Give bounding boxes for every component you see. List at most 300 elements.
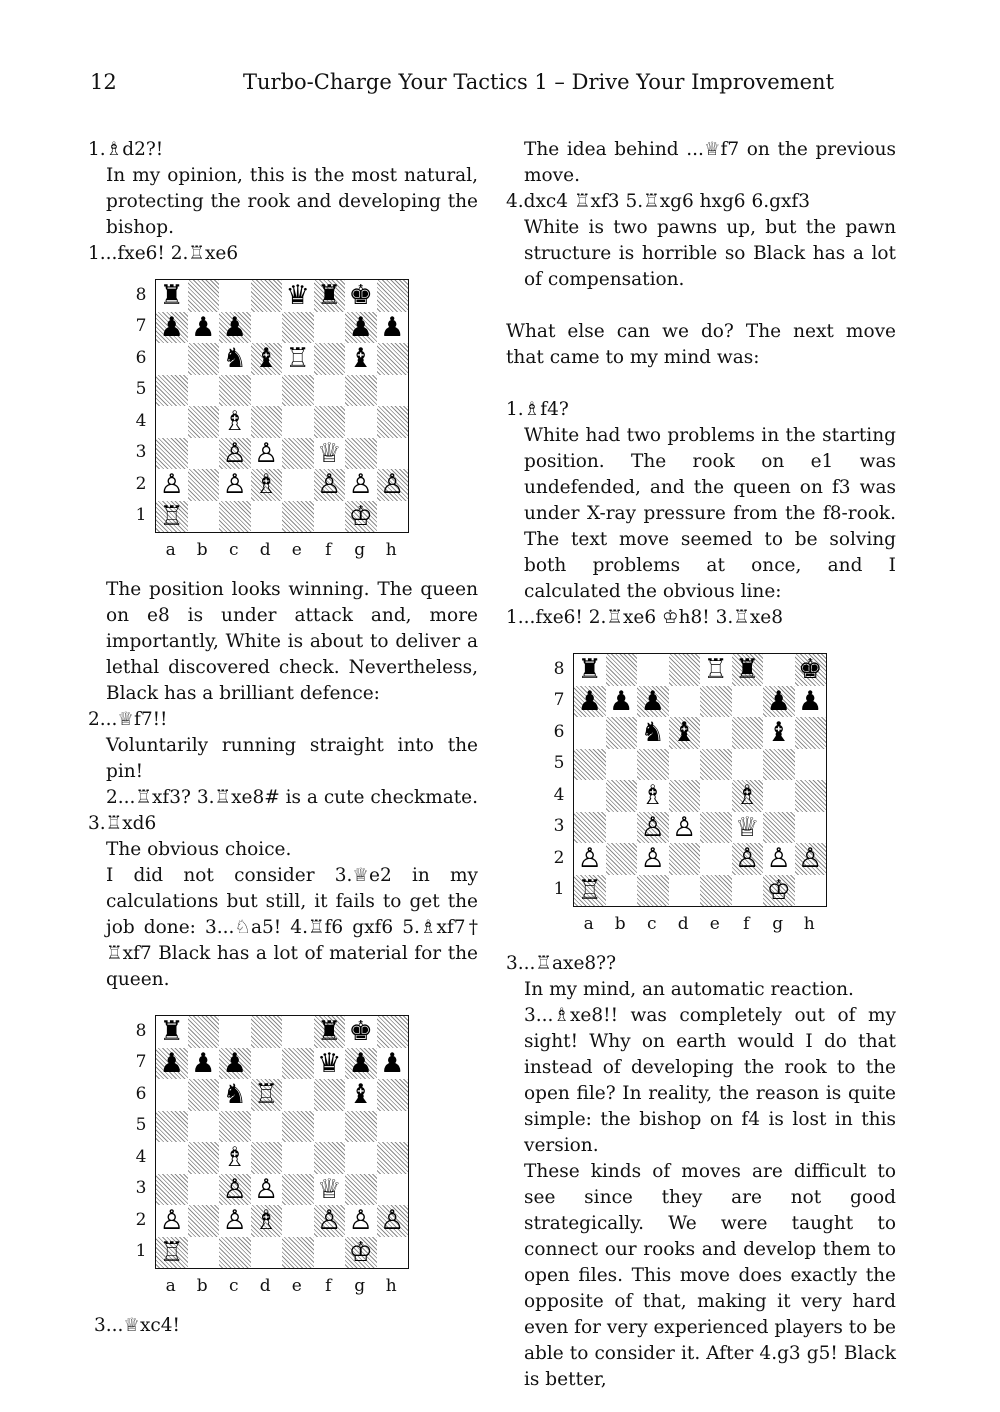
square-g7 <box>345 312 377 344</box>
square-e1 <box>282 1237 314 1269</box>
square-e5 <box>282 375 314 407</box>
chess-piece-icon: ♙ <box>577 843 602 875</box>
square-e8 <box>282 1016 314 1048</box>
square-a7 <box>156 312 188 344</box>
square-b3 <box>606 812 638 844</box>
square-h1 <box>377 1237 409 1269</box>
square-d7 <box>251 1048 283 1080</box>
chess-piece-icon: ♛ <box>317 1047 342 1079</box>
square-f7 <box>314 1048 346 1080</box>
square-g2 <box>345 469 377 501</box>
square-f7 <box>314 312 346 344</box>
square-d2 <box>251 469 283 501</box>
square-e3 <box>282 1174 314 1206</box>
square-h6 <box>795 717 827 749</box>
square-g3 <box>345 438 377 470</box>
square-a8 <box>156 1016 188 1048</box>
square-a5 <box>574 749 606 781</box>
square-c4 <box>219 406 251 438</box>
square-f2 <box>314 469 346 501</box>
chess-piece-icon: ♟ <box>159 1047 184 1079</box>
square-d1 <box>251 501 283 533</box>
file-label: e <box>291 540 302 560</box>
square-h2 <box>795 843 827 875</box>
square-d5 <box>669 749 701 781</box>
square-a5 <box>156 375 188 407</box>
square-c6 <box>219 343 251 375</box>
square-a7 <box>156 1048 188 1080</box>
square-e1 <box>282 501 314 533</box>
file-label: b <box>196 540 208 560</box>
square-b2 <box>606 843 638 875</box>
square-e7 <box>282 1048 314 1080</box>
square-c1 <box>219 1237 251 1269</box>
square-b6 <box>188 1079 220 1111</box>
square-g7 <box>345 1048 377 1080</box>
file-label: f <box>325 540 332 560</box>
square-h5 <box>795 749 827 781</box>
square-a2 <box>156 469 188 501</box>
square-e2 <box>282 1205 314 1237</box>
square-h7 <box>377 1048 409 1080</box>
square-c3 <box>219 438 251 470</box>
chess-piece-icon: ♙ <box>766 843 791 875</box>
chess-piece-icon: ♙ <box>640 811 665 843</box>
square-a8 <box>574 654 606 686</box>
paragraph: 3...♗xe8!! was completely out of my sight! Why on earth would I do that instead of developing the rook to the open file? In reality, the reason is quite simple: the bishop on f4 is lost in this version. <box>524 1005 896 1156</box>
paragraph: The obvious choice. <box>106 839 292 860</box>
move-line: 1...fxe6! 2.♖xe6 <box>88 243 239 264</box>
square-d4 <box>251 1142 283 1174</box>
rank-label: 5 <box>553 753 565 774</box>
paragraph: White is two pawns up, but the pawn structure is horrible so Black has a lot of compensation. <box>524 217 896 290</box>
chess-piece-icon: ♟ <box>191 311 216 343</box>
chess-piece-icon: ♞ <box>222 343 247 375</box>
square-e4 <box>700 780 732 812</box>
square-h5 <box>377 375 409 407</box>
square-e3 <box>700 812 732 844</box>
square-f5 <box>314 375 346 407</box>
square-h3 <box>377 438 409 470</box>
chess-piece-icon: ♜ <box>159 280 184 312</box>
chess-diagram-1 <box>88 279 478 569</box>
chess-diagram-3 <box>88 1015 478 1305</box>
chess-piece-icon: ♔ <box>348 1236 373 1268</box>
chess-piece-icon: ♝ <box>766 717 791 749</box>
chess-piece-icon: ♔ <box>348 500 373 532</box>
square-d1 <box>669 875 701 907</box>
move-line: 4.dxc4 ♖xf3 5.♖xg6 hxg6 6.gxf3 <box>506 191 811 212</box>
chess-piece-icon: ♗ <box>222 406 247 438</box>
rank-label: 6 <box>553 721 565 742</box>
chess-piece-icon: ♙ <box>254 437 279 469</box>
square-h1 <box>377 501 409 533</box>
square-c6 <box>219 1079 251 1111</box>
square-b6 <box>188 343 220 375</box>
square-e8 <box>282 280 314 312</box>
square-f8 <box>732 654 764 686</box>
chess-piece-icon: ♞ <box>640 717 665 749</box>
square-g5 <box>763 749 795 781</box>
rank-label: 4 <box>553 784 565 805</box>
square-f3 <box>314 1174 346 1206</box>
page-number: 12 <box>90 70 117 94</box>
running-head: Turbo-Charge Your Tactics 1 – Drive Your Improvement <box>243 70 835 94</box>
square-g8 <box>763 654 795 686</box>
square-e5 <box>700 749 732 781</box>
square-h2 <box>377 469 409 501</box>
square-g7 <box>763 686 795 718</box>
square-g3 <box>345 1174 377 1206</box>
square-g1 <box>345 1237 377 1269</box>
square-d3 <box>251 438 283 470</box>
rank-label: 3 <box>135 442 147 463</box>
file-label: g <box>354 1276 366 1296</box>
chess-piece-icon: ♟ <box>766 685 791 717</box>
paragraph: In my opinion, this is the most natural, protecting the rook and developing the bishop. <box>106 165 478 238</box>
paragraph: Voluntarily running straight into the pin! <box>106 735 478 782</box>
square-g6 <box>345 343 377 375</box>
chess-diagram-2 <box>506 653 896 943</box>
file-labels <box>155 1273 407 1299</box>
square-d6 <box>669 717 701 749</box>
square-c7 <box>219 312 251 344</box>
square-c1 <box>219 501 251 533</box>
square-d8 <box>251 1016 283 1048</box>
rank-label: 3 <box>135 1178 147 1199</box>
chess-piece-icon: ♚ <box>348 1016 373 1048</box>
chess-piece-icon: ♙ <box>640 843 665 875</box>
square-f4 <box>314 406 346 438</box>
file-label: h <box>385 540 397 560</box>
file-label: a <box>165 540 176 560</box>
chess-piece-icon: ♟ <box>159 311 184 343</box>
chess-piece-icon: ♝ <box>348 1079 373 1111</box>
square-g8 <box>345 280 377 312</box>
square-g2 <box>345 1205 377 1237</box>
square-a3 <box>156 1174 188 1206</box>
square-a4 <box>574 780 606 812</box>
square-b1 <box>606 875 638 907</box>
chess-piece-icon: ♝ <box>254 343 279 375</box>
square-b2 <box>188 469 220 501</box>
square-a3 <box>574 812 606 844</box>
square-f1 <box>314 501 346 533</box>
square-e4 <box>282 1142 314 1174</box>
chess-piece-icon: ♙ <box>348 1205 373 1237</box>
chess-piece-icon: ♜ <box>577 654 602 686</box>
chess-piece-icon: ♕ <box>317 437 342 469</box>
square-c5 <box>219 1111 251 1143</box>
square-h4 <box>795 780 827 812</box>
square-c2 <box>637 843 669 875</box>
file-label: f <box>743 914 750 934</box>
chess-piece-icon: ♜ <box>317 280 342 312</box>
square-c8 <box>219 280 251 312</box>
square-h5 <box>377 1111 409 1143</box>
square-d6 <box>251 1079 283 1111</box>
right-column <box>506 137 896 1393</box>
rank-label: 6 <box>135 1083 147 1104</box>
square-c8 <box>219 1016 251 1048</box>
square-f6 <box>314 1079 346 1111</box>
square-g5 <box>345 375 377 407</box>
chess-board <box>573 653 827 907</box>
square-b3 <box>188 438 220 470</box>
file-label: b <box>196 1276 208 1296</box>
paragraph: 2...♖xf3? 3.♖xe8# is a cute checkmate. <box>106 787 478 808</box>
square-c7 <box>637 686 669 718</box>
square-b3 <box>188 1174 220 1206</box>
square-e2 <box>700 843 732 875</box>
chess-piece-icon: ♙ <box>798 843 823 875</box>
chess-piece-icon: ♖ <box>159 500 184 532</box>
chess-piece-icon: ♙ <box>317 1205 342 1237</box>
rank-labels <box>134 279 148 531</box>
file-label: d <box>259 540 271 560</box>
square-d2 <box>251 1205 283 1237</box>
rank-label: 7 <box>135 1052 147 1073</box>
square-a2 <box>574 843 606 875</box>
chess-piece-icon: ♟ <box>222 1047 247 1079</box>
file-label: a <box>165 1276 176 1296</box>
rank-label: 4 <box>135 410 147 431</box>
square-c4 <box>219 1142 251 1174</box>
square-b8 <box>606 654 638 686</box>
chess-piece-icon: ♗ <box>254 1205 279 1237</box>
square-c4 <box>637 780 669 812</box>
chess-piece-icon: ♖ <box>159 1236 184 1268</box>
chess-piece-icon: ♟ <box>798 685 823 717</box>
square-c5 <box>219 375 251 407</box>
square-d5 <box>251 1111 283 1143</box>
square-h8 <box>377 1016 409 1048</box>
file-label: g <box>772 914 784 934</box>
square-g2 <box>763 843 795 875</box>
paragraph: White had two problems in the starting position. The rook on e1 was undefended, and the queen on f3 was under X-ray pressure from the f8-rook. The text move seemed to be solving both problems at once, and I calculated the obvious line: <box>524 425 896 602</box>
paragraph: The position looks winning. The queen on e8 is under attack and, more importantly, White is about to deliver a lethal discovered check. Nevertheless, Black has a brilliant defence: <box>106 579 478 704</box>
square-d6 <box>251 343 283 375</box>
chess-piece-icon: ♙ <box>317 469 342 501</box>
square-c2 <box>219 469 251 501</box>
square-f2 <box>732 843 764 875</box>
square-e5 <box>282 1111 314 1143</box>
square-h4 <box>377 406 409 438</box>
square-d7 <box>251 312 283 344</box>
square-h1 <box>795 875 827 907</box>
file-label: e <box>291 1276 302 1296</box>
move-line: 3...♖axe8?? <box>506 953 617 974</box>
square-a1 <box>574 875 606 907</box>
chess-piece-icon: ♜ <box>159 1016 184 1048</box>
rank-label: 2 <box>135 1209 147 1230</box>
chess-piece-icon: ♔ <box>766 874 791 906</box>
move-line: 1.♗f4? <box>506 399 569 420</box>
square-a1 <box>156 501 188 533</box>
square-c6 <box>637 717 669 749</box>
square-f4 <box>732 780 764 812</box>
square-c2 <box>219 1205 251 1237</box>
paragraph: These kinds of moves are difficult to see since they are not good strategically. We were taught to connect our rooks and develop them to open files. This move does exactly the opposite of that, making it very hard even for very experienced players to be able to consider it. After 4.g3 g5! Black is better, <box>524 1161 896 1390</box>
square-e8 <box>700 654 732 686</box>
square-h2 <box>377 1205 409 1237</box>
file-labels <box>155 537 407 563</box>
square-d1 <box>251 1237 283 1269</box>
file-label: c <box>646 914 657 934</box>
square-e3 <box>282 438 314 470</box>
chess-piece-icon: ♙ <box>735 843 760 875</box>
square-a6 <box>574 717 606 749</box>
square-e2 <box>282 469 314 501</box>
square-f6 <box>314 343 346 375</box>
square-g4 <box>763 780 795 812</box>
rank-label: 5 <box>135 379 147 400</box>
square-a7 <box>574 686 606 718</box>
square-e6 <box>282 343 314 375</box>
chess-piece-icon: ♙ <box>159 469 184 501</box>
file-label: e <box>709 914 720 934</box>
square-g4 <box>345 406 377 438</box>
square-d2 <box>669 843 701 875</box>
square-h6 <box>377 1079 409 1111</box>
chess-piece-icon: ♕ <box>735 811 760 843</box>
move-line: 1...fxe6! 2.♖xe6 ♔h8! 3.♖xe8 <box>506 607 783 628</box>
rank-label: 8 <box>135 1020 147 1041</box>
chess-piece-icon: ♝ <box>672 717 697 749</box>
rank-label: 8 <box>135 284 147 305</box>
square-a6 <box>156 343 188 375</box>
rank-label: 4 <box>135 1146 147 1167</box>
square-d4 <box>669 780 701 812</box>
square-d5 <box>251 375 283 407</box>
rank-label: 2 <box>553 847 565 868</box>
square-b4 <box>606 780 638 812</box>
square-f7 <box>732 686 764 718</box>
square-c7 <box>219 1048 251 1080</box>
chess-piece-icon: ♟ <box>609 685 634 717</box>
square-h7 <box>377 312 409 344</box>
square-f3 <box>314 438 346 470</box>
square-a3 <box>156 438 188 470</box>
chess-piece-icon: ♟ <box>348 311 373 343</box>
chess-piece-icon: ♙ <box>222 1173 247 1205</box>
chess-piece-icon: ♟ <box>348 1047 373 1079</box>
chess-piece-icon: ♗ <box>254 469 279 501</box>
file-labels <box>573 911 825 937</box>
chess-piece-icon: ♗ <box>640 780 665 812</box>
chess-piece-icon: ♙ <box>380 1205 405 1237</box>
chess-piece-icon: ♟ <box>222 311 247 343</box>
rank-label: 8 <box>553 658 565 679</box>
left-column <box>88 137 478 1339</box>
chess-piece-icon: ♟ <box>380 1047 405 1079</box>
square-e6 <box>282 1079 314 1111</box>
square-c5 <box>637 749 669 781</box>
square-b4 <box>188 1142 220 1174</box>
file-label: h <box>385 1276 397 1296</box>
rank-label: 3 <box>553 816 565 837</box>
square-g4 <box>345 1142 377 1174</box>
square-d3 <box>669 812 701 844</box>
square-d3 <box>251 1174 283 1206</box>
chess-piece-icon: ♗ <box>222 1142 247 1174</box>
square-a6 <box>156 1079 188 1111</box>
paragraph: I did not consider 3.♕e2 in my calculations but still, it fails to get the job done: 3...♘a5! 4.♖f6 gxf6 5.♗xf7† ♖xf7 Black has a lot of material for the queen. <box>106 865 478 990</box>
chess-piece-icon: ♟ <box>577 685 602 717</box>
chess-piece-icon: ♙ <box>159 1205 184 1237</box>
square-c8 <box>637 654 669 686</box>
square-e1 <box>700 875 732 907</box>
square-b5 <box>606 749 638 781</box>
chess-piece-icon: ♗ <box>735 780 760 812</box>
chess-piece-icon: ♚ <box>348 280 373 312</box>
square-g1 <box>345 501 377 533</box>
square-f2 <box>314 1205 346 1237</box>
square-f8 <box>314 1016 346 1048</box>
rank-label: 6 <box>135 347 147 368</box>
square-h8 <box>377 280 409 312</box>
rank-label: 1 <box>135 1241 147 1262</box>
chess-piece-icon: ♙ <box>254 1173 279 1205</box>
rank-label: 7 <box>135 316 147 337</box>
square-a2 <box>156 1205 188 1237</box>
chess-piece-icon: ♟ <box>380 311 405 343</box>
rank-label: 1 <box>135 505 147 526</box>
chess-board <box>155 1015 409 1269</box>
file-label: h <box>803 914 815 934</box>
square-g1 <box>763 875 795 907</box>
square-d8 <box>251 280 283 312</box>
chess-piece-icon: ♟ <box>640 685 665 717</box>
square-f5 <box>732 749 764 781</box>
rank-label: 5 <box>135 1115 147 1136</box>
square-b5 <box>188 1111 220 1143</box>
square-g6 <box>763 717 795 749</box>
chess-piece-icon: ♕ <box>317 1173 342 1205</box>
move-line: 1.♗d2?! <box>88 139 164 160</box>
square-h6 <box>377 343 409 375</box>
square-f3 <box>732 812 764 844</box>
chess-piece-icon: ♙ <box>380 469 405 501</box>
square-b7 <box>188 312 220 344</box>
chess-piece-icon: ♜ <box>317 1016 342 1048</box>
chess-piece-icon: ♖ <box>703 654 728 686</box>
square-b8 <box>188 1016 220 1048</box>
move-line: 3...♕xc4! <box>94 1315 180 1336</box>
square-b1 <box>188 1237 220 1269</box>
square-f1 <box>732 875 764 907</box>
square-b1 <box>188 501 220 533</box>
file-label: d <box>677 914 689 934</box>
paragraph: In my mind, an automatic reaction. <box>524 979 854 1000</box>
rank-labels <box>552 653 566 905</box>
chess-piece-icon: ♙ <box>672 811 697 843</box>
file-label: f <box>325 1276 332 1296</box>
square-c3 <box>637 812 669 844</box>
move-line: 2...♕f7!! <box>88 709 168 730</box>
square-h4 <box>377 1142 409 1174</box>
square-e7 <box>282 312 314 344</box>
chess-piece-icon: ♙ <box>222 469 247 501</box>
chess-piece-icon: ♖ <box>285 343 310 375</box>
square-h3 <box>377 1174 409 1206</box>
file-label: b <box>614 914 626 934</box>
square-c3 <box>219 1174 251 1206</box>
square-g6 <box>345 1079 377 1111</box>
chess-board <box>155 279 409 533</box>
chess-piece-icon: ♝ <box>348 343 373 375</box>
square-a5 <box>156 1111 188 1143</box>
